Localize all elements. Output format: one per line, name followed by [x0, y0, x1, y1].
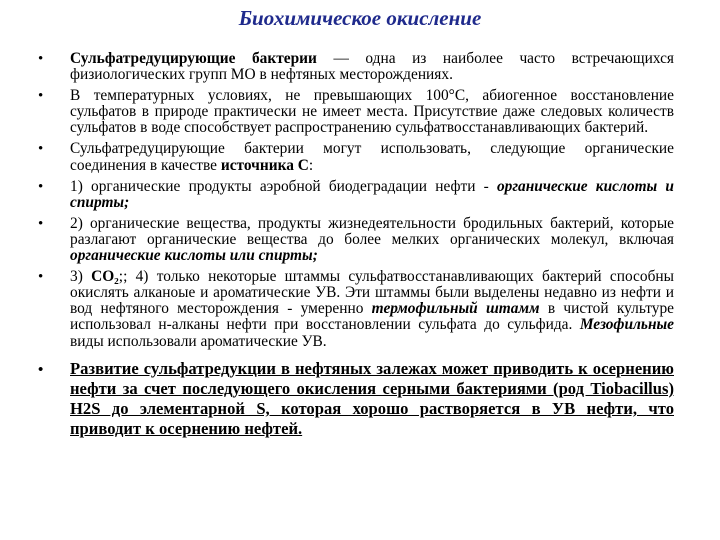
- bullet-item: [38, 269, 674, 349]
- bullet-text: СО₂: [91, 268, 119, 286]
- bullet-text: Мезофильные: [579, 316, 674, 334]
- bullet-text: Сульфатредуцирующие бактерии: [70, 50, 317, 67]
- bullet-marker: •: [38, 215, 44, 232]
- bullet-text: органические кислоты или спирты;: [70, 247, 318, 265]
- bullet-text: ;; 4) только некоторые штаммы сульфатвосстанавливающих бактерий способны окислять алканоые и ароматические УВ. Эти штаммы были выделены недавно из нефти и вод нефтяного месторождения - умеренно: [70, 268, 674, 318]
- bullet-marker: •: [38, 51, 44, 67]
- bullet-text: 3): [70, 268, 92, 286]
- bullet-text: 1) органические продукты аэробной биодеградации нефти -: [70, 177, 497, 195]
- bullet-text: — одна из наиболее часто встречающихся физиологических групп МО в нефтяных месторождениях.: [70, 50, 674, 84]
- bullet-text: органические кислоты и спирты;: [70, 177, 674, 211]
- bullet-item: [38, 359, 674, 440]
- bullet-item: [38, 51, 674, 83]
- bullet-text: В температурных условиях, не превышающих 100°С, абиогенное восстановление сульфатов в природе практически не имеет места. Присутствие даже следовых количеств сульфатов в воде способствует распространению сульфатвосстанавливающих бактерий.: [70, 87, 674, 137]
- bullet-marker: •: [38, 141, 44, 158]
- bullet-text: источника С: [220, 156, 309, 174]
- bullet-item: [38, 88, 674, 136]
- bullet-text: виды использовали ароматические УВ.: [70, 332, 327, 350]
- bullet-item: [38, 216, 674, 264]
- bullet-list: [38, 51, 674, 439]
- bullet-marker: •: [38, 269, 44, 286]
- bullet-text: :: [308, 156, 314, 174]
- bullet-text: термофильный штамм: [371, 300, 540, 318]
- bullet-text: в чистой культуре использовал н-алканы нефти при восстановлении сульфата до сульфида.: [70, 300, 674, 334]
- bullet-item: [38, 141, 674, 173]
- bullet-marker: •: [38, 88, 44, 105]
- bullet-marker: •: [38, 361, 44, 378]
- bullet-item: [38, 179, 674, 211]
- bullet-marker: •: [38, 178, 44, 195]
- bullet-text: Развитие сульфатредукции в нефтяных залежах может приводить к осернению нефти за счет последующего окисления серными бактериями (род Tiobacillus) H2S до элементарной S, которая хорошо растворяется в УВ нефти, что приводит к осернению нефтей.: [70, 358, 674, 439]
- bullet-text: Сульфатредуцирующие бактерии могут использовать, следующие органические соединения в качестве: [70, 140, 674, 174]
- bullet-text: 2) органические вещества, продукты жизнедеятельности бродильных бактерий, которые разлагают органические вещества до более мелких органических молекул, включая: [70, 214, 674, 248]
- slide-title: Биохимическое окисление: [238, 6, 482, 30]
